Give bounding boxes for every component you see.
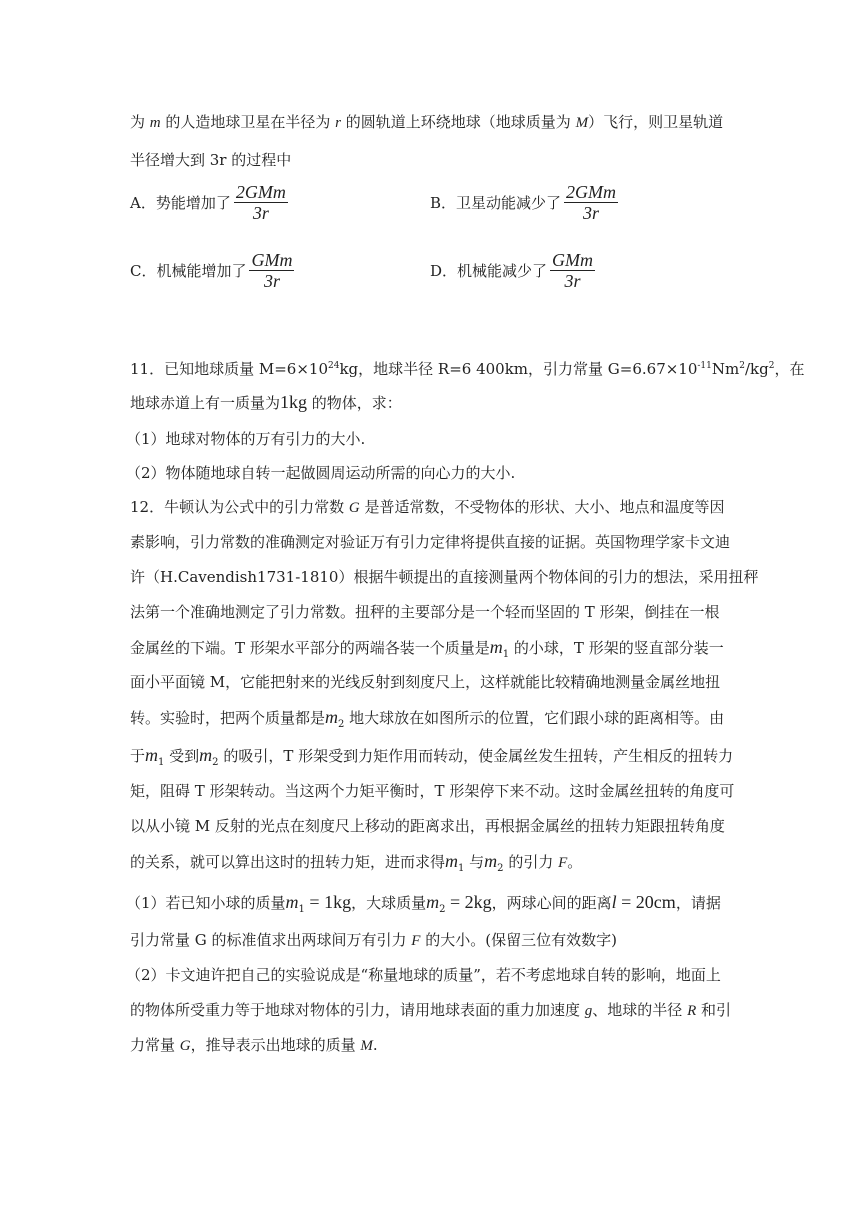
q10-option-c: C．机械能增加了 $\frac{\text{GMm}}{3r}$ — [130, 250, 293, 291]
q10-stem-line2: 半径增大到 3r 的过程中 — [130, 151, 292, 169]
q12-para-line5: 金属丝的下端。T 形架水平部分的两端各装一个质量是$m_1$ 的小球，T 形架的竖直部分装一 — [130, 637, 724, 660]
q12-part-2-line1: （2）卡文迪许把自己的实验说成是“称量地球的质量”，若不考虑地球自转的影响，地面上 — [126, 966, 721, 984]
q11-stem-line2: 地球赤道上有一质量为1kg 的物体，求： — [130, 392, 402, 412]
q10-option-b: B．卫星动能减少了 $\frac{\text{2GMm}}{3r}$ — [430, 182, 617, 223]
q12-para-line7: 转。实验时，把两个质量都是$m_2$ 地大球放在如图所示的位置，它们跟小球的距离相等。由 — [130, 707, 725, 730]
q11-part-1: （1）地球对物体的万有引力的大小. — [126, 430, 366, 448]
q12-para-line3: 许（H.Cavendish1731-1810）根据牛顿提出的直接测量两个物体间的引力的想法，采用扭秤 — [130, 568, 759, 586]
fraction: $\frac{\text{2GMm}}{3r}$ — [235, 182, 286, 223]
q12-part-1-line2: 引力常量 G 的标准值求出两球间万有引力 F 的大小。(保留三位有效数字) — [130, 931, 617, 949]
fraction: $\frac{\text{2GMm}}{3r}$ — [566, 182, 617, 223]
q12-part-2-line3: 力常量 G，推导表示出地球的质量 M. — [130, 1036, 378, 1054]
q12-para-line4: 法第一个准确地测定了引力常数。扭秤的主要部分是一个轻而坚固的 T 形架，倒挂在一根 — [130, 603, 720, 621]
q12-para-line1: 12．牛顿认为公式中的引力常数 G 是普适常数，不受物体的形状、大小、地点和温度等因 — [130, 498, 725, 516]
q12-para-line9: 矩，阻碍 T 形架转动。当这两个力矩平衡时，T 形架停下来不动。这时金属丝扭转的角度可 — [130, 782, 735, 800]
q12-para-line11: 的关系，就可以算出这时的扭转力矩，进而求得$m_1$ 与$m_2$ 的引力 F。 — [130, 851, 583, 874]
q12-para-line8: 于$m_1$ 受到$m_2$ 的吸引，T 形架受到力矩作用而转动，使金属丝发生扭转，产生相反的扭转力 — [130, 745, 734, 768]
q12-para-line6: 面小平面镜 M，它能把射来的光线反射到刻度尺上，这样就能比较精确地测量金属丝地扭 — [130, 673, 721, 691]
q11-part-2: （2）物体随地球自转一起做圆周运动所需的向心力的大小. — [126, 464, 516, 482]
q12-para-line2: 素影响，引力常数的准确测定对验证万有引力定律将提供直接的证据。英国物理学家卡文迪 — [130, 533, 731, 551]
q10-stem-line1: 为 m 的人造地球卫星在半径为 r 的圆轨道上环绕地球（地球质量为 M）飞行，则卫星轨道 — [130, 113, 724, 131]
q10-option-a: A．势能增加了 $\frac{\text{2GMm}}{3r}$ — [130, 182, 286, 223]
fraction: $\frac{\text{GMm}}{3r}$ — [251, 250, 293, 291]
q12-part-2-line2: 的物体所受重力等于地球对物体的引力，请用地球表面的重力加速度 g、地球的半径 R 和引 — [130, 1001, 732, 1019]
fraction: $\frac{\text{GMm}}{3r}$ — [552, 250, 594, 291]
q10-option-d: D．机械能减少了 $\frac{\text{GMm}}{3r}$ — [430, 250, 594, 291]
q11-stem-line1: 11．已知地球质量 $M=6\times 10^{24}kg$，地球半径 R=6 400km，引力常量 $G=6.67\times 10^{-11}Nm^2/kg^2$，在 — [130, 360, 805, 378]
q12-para-line10: 以从小镜 M 反射的光点在刻度尺上移动的距离求出，再根据金属丝的扭转力矩跟扭转角度 — [130, 817, 725, 835]
q12-part-1-line1: （1）若已知小球的质量$m_1 = 1kg$，大球质量$m_2 = 2kg$，两球心间的距离l = 20cm，请据 — [126, 892, 721, 915]
